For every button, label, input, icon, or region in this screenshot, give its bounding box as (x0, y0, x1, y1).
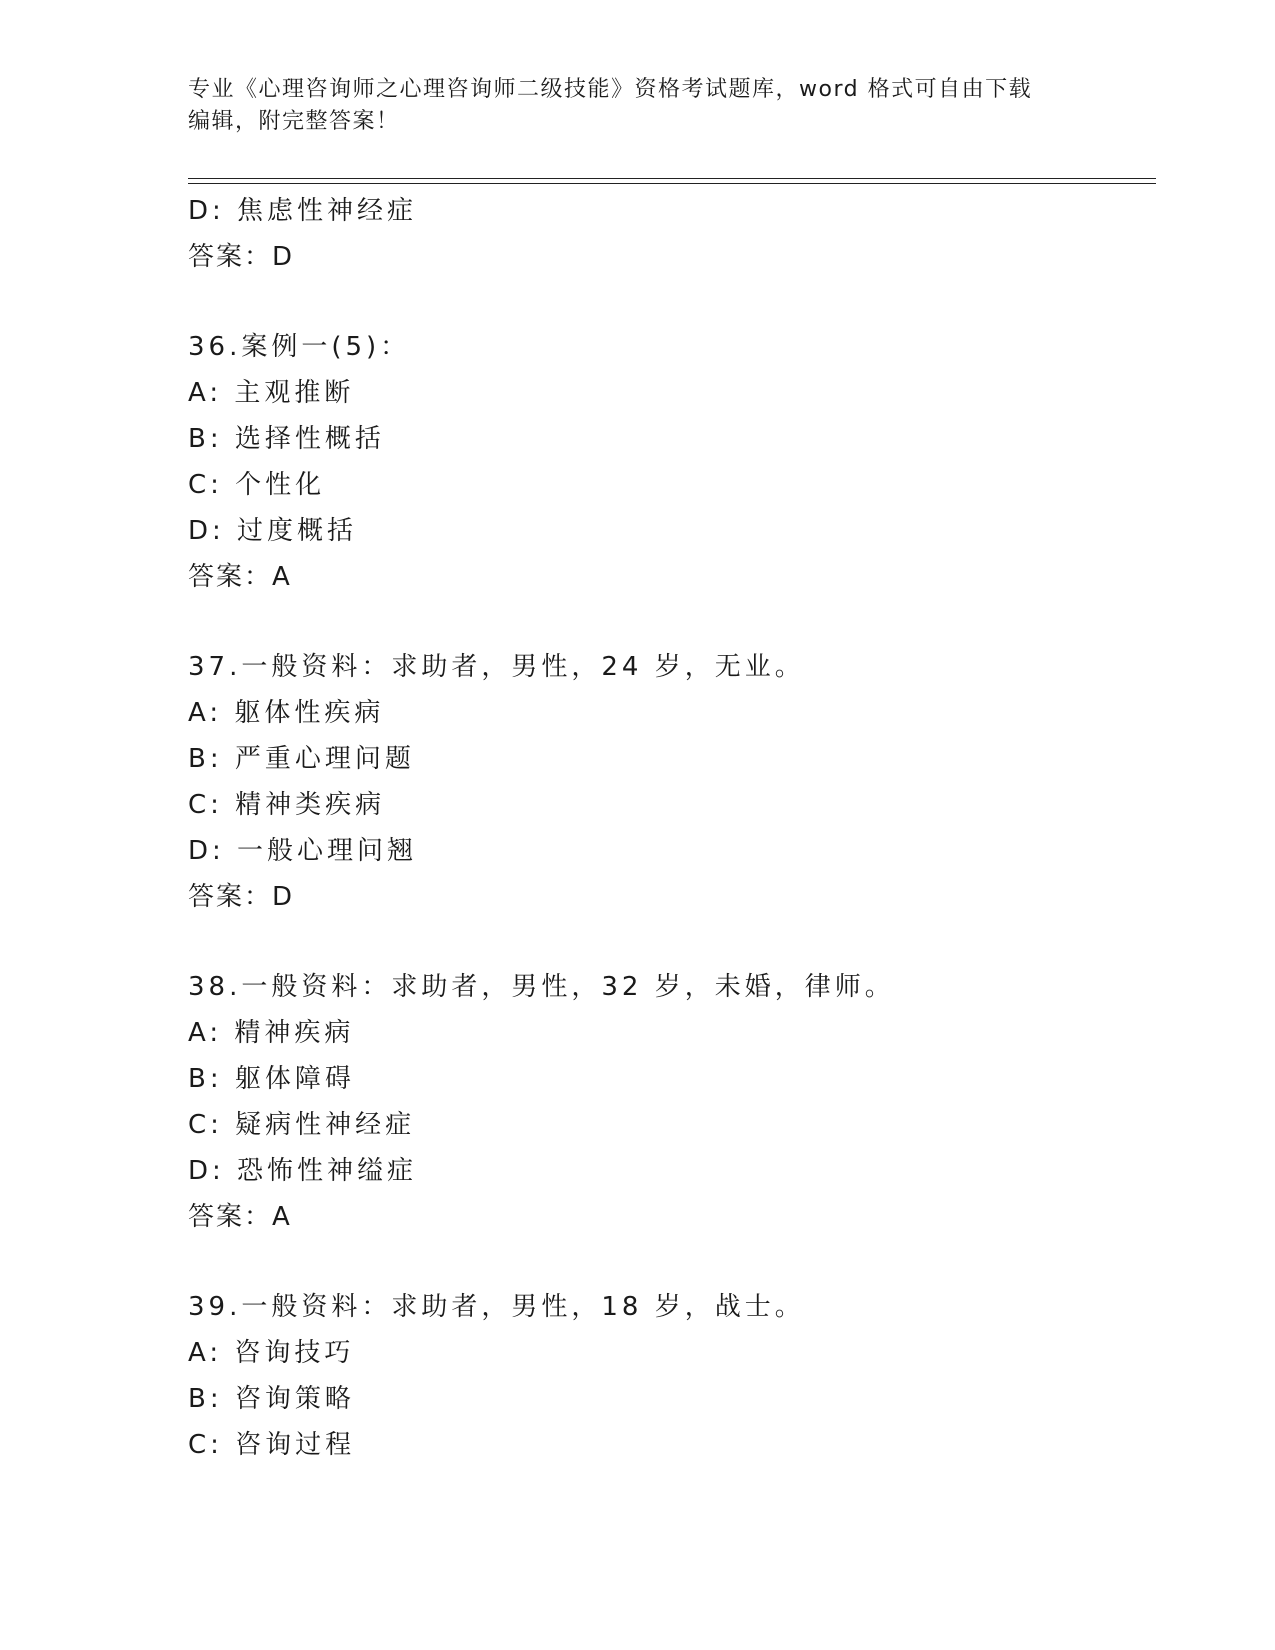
option-b: B: 选择性概括 (188, 424, 385, 454)
option-c: C: 疑病性神经症 (188, 1110, 416, 1140)
option-c: C: 个性化 (188, 470, 326, 500)
option-d: D: 一般心理问翘 (188, 836, 418, 866)
question-35-tail (188, 188, 1168, 280)
option-d: D: 过度概括 (188, 516, 358, 546)
header-rule-bottom (188, 183, 1156, 184)
question-stem: 36.案例一(5)： (188, 332, 411, 362)
option-c: C: 咨询过程 (188, 1430, 356, 1460)
answer-line: 答案：A (188, 562, 292, 592)
spacer (188, 600, 1168, 644)
header-line-2: 编辑，附完整答案！ (188, 109, 400, 134)
question-39 (188, 1284, 1168, 1468)
document-header (188, 74, 1088, 138)
option-a: A: 咨询技巧 (188, 1338, 355, 1368)
question-38 (188, 964, 1168, 1240)
document-body (188, 188, 1168, 1468)
option-d: D: 焦虑性神经症 (188, 196, 418, 226)
question-stem: 38.一般资料：求助者，男性，32 岁，未婚，律师。 (188, 972, 895, 1002)
option-c: C: 精神类疾病 (188, 790, 386, 820)
option-a: A: 躯体性疾病 (188, 698, 385, 728)
answer-line: 答案：D (188, 242, 295, 272)
answer-line: 答案：A (188, 1202, 292, 1232)
spacer (188, 1240, 1168, 1284)
option-b: B: 躯体障碍 (188, 1064, 355, 1094)
spacer (188, 280, 1168, 324)
question-stem: 37.一般资料：求助者，男性，24 岁，无业。 (188, 652, 805, 682)
header-rule-top (188, 178, 1156, 179)
spacer (188, 920, 1168, 964)
answer-line: 答案：D (188, 882, 295, 912)
option-b: B: 咨询策略 (188, 1384, 355, 1414)
option-b: B: 严重心理问题 (188, 744, 415, 774)
option-a: A: 精神疾病 (188, 1018, 355, 1048)
option-d: D: 恐怖性神缢症 (188, 1156, 418, 1186)
option-a: A: 主观推断 (188, 378, 355, 408)
header-line-1: 专业《心理咨询师之心理咨询师二级技能》资格考试题库，word 格式可自由下载 (188, 77, 1033, 102)
question-36 (188, 324, 1168, 600)
question-37 (188, 644, 1168, 920)
question-stem: 39.一般资料：求助者，男性，18 岁，战士。 (188, 1292, 805, 1322)
